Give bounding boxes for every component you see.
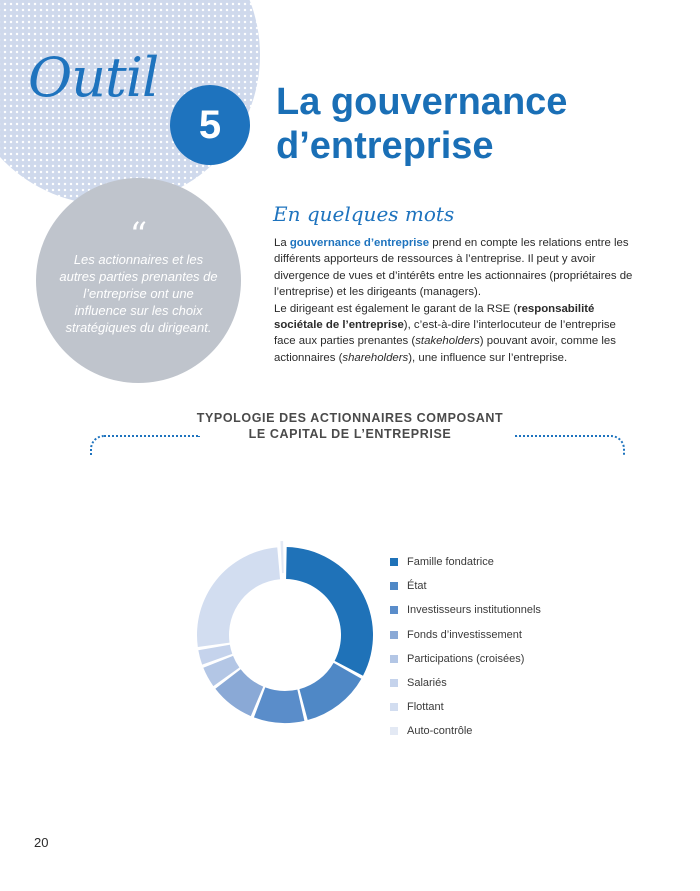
p1-highlight: gouvernance d’entreprise [289,237,430,249]
legend-swatch [390,606,398,614]
legend-item [390,695,541,719]
donut-slice-3 [254,687,304,723]
page-number: 20 [34,835,49,850]
legend-item [390,671,541,695]
legend-label: Fonds d’investissement [407,628,522,641]
donut-chart [180,530,390,740]
paragraph-1 [274,235,634,301]
legend-swatch [390,631,398,639]
legend-swatch [390,558,398,566]
legend-swatch [390,655,398,663]
legend-item [390,647,541,671]
legend-item [390,574,541,598]
legend-label: Flottant [407,701,444,714]
tool-number: 5 [198,102,222,147]
body-text [274,235,634,366]
chart-heading-line1: TYPOLOGIE DES ACTIONNAIRES COMPOSANT [196,411,504,425]
bracket-left-decoration [90,435,200,455]
legend-item [390,623,541,647]
quote-text: Les actionnaires et les autres parties prenantes de l’entreprise ont une influence sur les choix stratégiques du dirigeant. [59,252,218,335]
legend-label: État [407,580,427,593]
donut-slice-7 [197,547,280,647]
p1-end: prend en compte les relations entre les différents apporteurs de ressources à l’entreprise. Il peut y avoir divergence de vues et d’intérêts entre les actionnaires (propriétaires de l’entreprise) et les dirigeants (managers). [274,237,633,299]
donut-slice-2 [299,663,361,720]
quote-circle [36,178,241,383]
legend-label: Investisseurs institutionnels [407,604,541,617]
legend-label: Auto-contrôle [407,725,473,738]
legend-swatch [390,727,398,735]
p2-d: ), une influence sur l’entreprise. [408,351,568,364]
page-title-line2: d’entreprise [276,125,494,167]
bracket-right-decoration [515,435,625,455]
tool-number-badge [170,85,250,165]
p2-italic-1: stakeholders [415,335,480,348]
chart-heading-line2: LE CAPITAL DE L’ENTREPRISE [248,427,452,441]
p2-italic-2: shareholders [342,351,409,364]
outil-label: Outil [28,46,159,109]
section-title: En quelques mots [273,202,455,226]
p2-a: Le dirigeant est également le garant de la RSE ( [274,302,518,315]
chart-legend [390,550,541,744]
donut-slice-8 [280,541,283,573]
legend-label: Salariés [407,677,447,690]
p1-start: La [274,237,290,249]
p2-b: ), c’est-à-dire l’interlocuteur de l’entreprise face aux parties prenantes ( [274,319,616,348]
legend-item [390,598,541,622]
legend-swatch [390,679,398,687]
legend-label: Participations (croisées) [407,652,525,665]
p2-c: ) pouvant avoir, comme les actionnaires ( [274,335,616,364]
paragraph-2 [274,301,634,367]
legend-item [390,719,541,743]
page-title-line1: La gouvernance [276,81,568,123]
chart-heading [140,410,560,442]
quote-mark-icon: “ [129,215,148,255]
donut-slice-1 [286,547,373,676]
legend-swatch [390,582,398,590]
legend-item [390,550,541,574]
p2-bold: responsabilité sociétale de l’entreprise [274,302,595,332]
legend-swatch [390,703,398,711]
page-title [276,80,676,168]
legend-label: Famille fondatrice [407,556,494,569]
